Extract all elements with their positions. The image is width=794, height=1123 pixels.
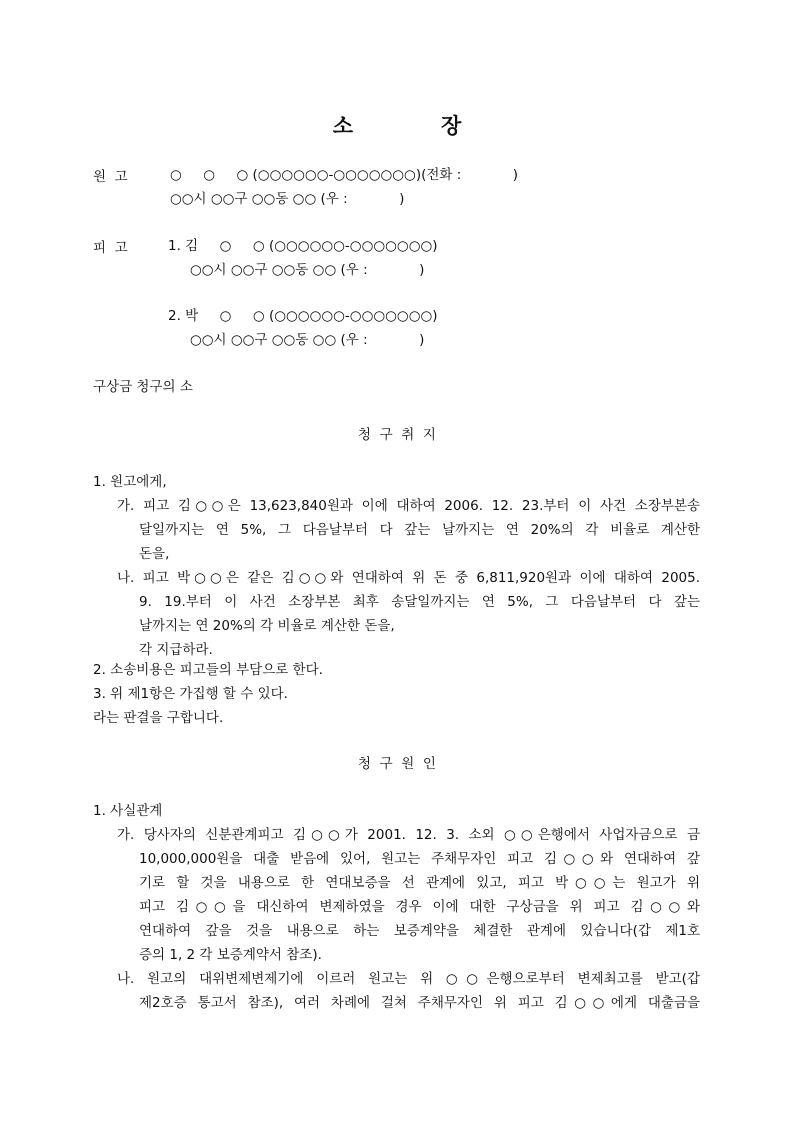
claim-purpose-heading: 청 구 취 지	[358, 427, 436, 443]
claim-purpose-closing: 라는 판결을 구합니다.	[93, 710, 224, 726]
title-char-2: 장	[441, 114, 462, 138]
claim-cause-ga-line-1: 가. 당사자의 신분관계피고 김○○가 2001. 12. 3. 소외 ○○은행에서 사업자금으로 금	[117, 827, 700, 843]
claim-cause-ga-line-6: 증의 1, 2 각 보증계약서 참조).	[139, 947, 322, 963]
plaintiff-address: ○○시 ○○구 ○○동 ○○ (우 : )	[170, 191, 405, 207]
claim-cause-na-line-2: 제2호증 통고서 참조), 여러 차례에 걸쳐 주채무자인 위 피고 김○○에게 대출금을	[139, 995, 700, 1011]
defendant-1-line: 1. 김 ○ ○ (○○○○○○-○○○○○○○)	[168, 238, 438, 254]
document-title	[0, 110, 794, 140]
claim-cause-heading: 청 구 원 인	[358, 756, 436, 772]
claim-purpose-item-3: 3. 위 제1항은 가집행 할 수 있다.	[93, 686, 288, 702]
claim-cause-item-1: 1. 사실관계	[93, 803, 163, 819]
claim-cause-ga-line-4: 피고 김○○을 대신하여 변제하였을 경우 이에 대한 구상금을 위 피고 김○○와	[139, 899, 700, 915]
plaintiff-label: 원 고	[93, 169, 128, 185]
claim-purpose-item-1: 1. 원고에게,	[93, 474, 167, 490]
defendant-2-address: ○○시 ○○구 ○○동 ○○ (우 : )	[190, 332, 425, 348]
claim-cause-ga-line-2: 10,000,000원을 대출 받음에 있어, 원고는 주채무자인 피고 김○○와 연대하여 갚	[139, 851, 700, 867]
claim-cause-ga-line-3: 기로 할 것을 내용으로 한 연대보증을 선 관계에 있고, 피고 박○○는 원고가 위	[139, 875, 700, 891]
title-char-1: 소	[332, 114, 353, 138]
claim-purpose-na-line-3: 날까지는 연 20%의 각 비율로 계산한 돈을,	[139, 618, 395, 634]
claim-purpose-ga-line-2: 달일까지는 연 5%, 그 다음날부터 다 갚는 날까지는 연 20%의 각 비율로 계산한	[139, 522, 700, 538]
plaintiff-name-line: ○ ○ ○ (○○○○○○-○○○○○○○)(전화 : )	[170, 167, 519, 183]
claim-purpose-item-2: 2. 소송비용은 피고들의 부담으로 한다.	[93, 662, 323, 678]
claim-purpose-na-line-2: 9. 19.부터 이 사건 소장부본 최후 송달일까지는 연 5%, 그 다음날부터 다 갚는	[139, 594, 700, 610]
claim-purpose-na-line-4: 각 지급하라.	[139, 642, 213, 658]
case-name: 구상금 청구의 소	[93, 379, 193, 395]
claim-purpose-ga-line-3: 돈을,	[139, 546, 170, 562]
claim-purpose-ga-line-1: 가. 피고 김○○은 13,623,840원과 이에 대하여 2006. 12. 23.부터 이 사건 소장부본송	[117, 498, 700, 514]
defendant-1-address: ○○시 ○○구 ○○동 ○○ (우 : )	[190, 262, 425, 278]
claim-purpose-na-line-1: 나. 피고 박○○은 같은 김○○와 연대하여 위 돈 중 6,811,920원과 이에 대하여 2005.	[117, 570, 700, 586]
claim-cause-ga-line-5: 연대하여 갚을 것을 내용으로 하는 보증계약을 체결한 관계에 있습니다(갑 제1호	[139, 923, 700, 939]
claim-cause-na-line-1: 나. 원고의 대위변제변제기에 이르러 원고는 위 ○○은행으로부터 변제최고를 받고(갑	[117, 971, 700, 987]
defendant-label: 피 고	[93, 240, 128, 256]
defendant-2-line: 2. 박 ○ ○ (○○○○○○-○○○○○○○)	[168, 308, 438, 324]
